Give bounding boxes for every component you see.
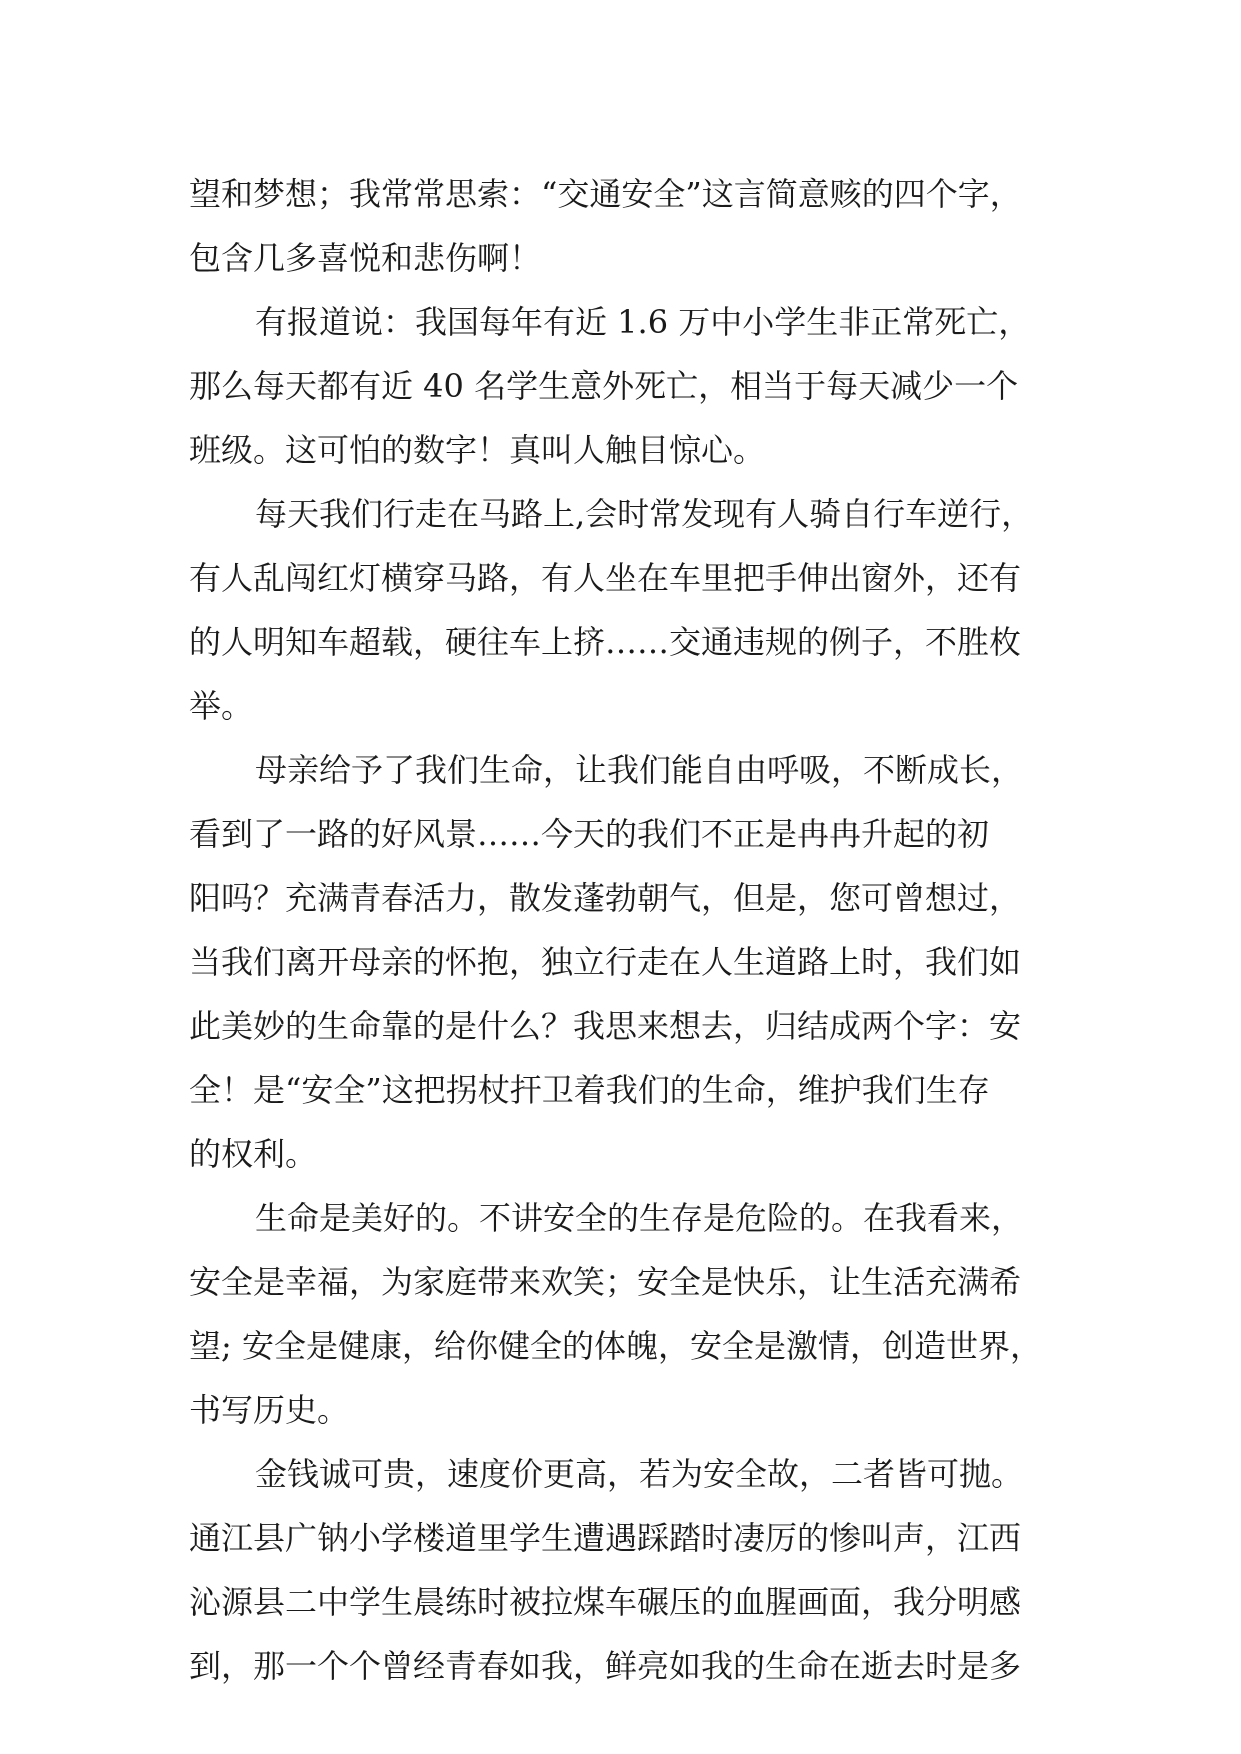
text-line: 有人乱闯红灯横穿马路，有人坐在车里把手伸出窗外，还有: [189, 559, 1022, 597]
text-line: 通江县广钠小学楼道里学生遭遇踩踏时凄厉的惨叫声，江西: [189, 1519, 1022, 1557]
text-line: 的人明知车超载，硬往车上挤……交通违规的例子，不胜枚: [189, 623, 1022, 661]
paragraph-first-line: 生命是美好的。不讲安全的生存是危险的。在我看来，: [255, 1199, 1024, 1237]
paragraph-first-line: 有报道说：我国每年有近 1.6 万中小学生非正常死亡，: [255, 303, 1031, 341]
text-line: 当我们离开母亲的怀抱，独立行走在人生道路上时，我们如: [189, 943, 1022, 981]
text-line: 班级。这可怕的数字！真叫人触目惊心。: [189, 431, 766, 469]
text-line: 举。: [189, 687, 254, 725]
text-line: 沁源县二中学生晨练时被拉煤车碾压的血腥画面，我分明感: [189, 1583, 1022, 1621]
paragraph-first-line: 母亲给予了我们生命，让我们能自由呼吸，不断成长，: [255, 751, 1024, 789]
body-text: [189, 162, 1069, 1698]
text-line: 的权利。: [189, 1135, 318, 1173]
text-line: 包含几多喜悦和悲伤啊！: [189, 239, 542, 277]
text-line: 书写历史。: [189, 1391, 350, 1429]
text-line: 那么每天都有近 40 名学生意外死亡，相当于每天减少一个: [189, 367, 1019, 405]
paragraph-first-line: 每天我们行走在马路上,会时常发现有人骑自行车逆行，: [255, 495, 1034, 533]
text-line: 望和梦想；我常常思索：“交通安全”这言简意赅的四个字，: [189, 175, 1022, 213]
text-line: 看到了一路的好风景……今天的我们不正是冉冉升起的初: [189, 815, 990, 853]
text-line: 全！是“安全”这把拐杖扞卫着我们的生命，维护我们生存: [189, 1071, 990, 1109]
text-line: 阳吗？充满青春活力，散发蓬勃朝气，但是，您可曾想过，: [189, 879, 1022, 917]
paragraph-first-line: 金钱诚可贵，速度价更高，若为安全故，二者皆可抛。: [255, 1455, 1024, 1493]
text-line: 望; 安全是健康，给你健全的体魄，安全是激情，创造世界，: [189, 1327, 1042, 1365]
text-line: 此美妙的生命靠的是什么？我思来想去，归结成两个字：安: [189, 1007, 1022, 1045]
text-line: 安全是幸福，为家庭带来欢笑；安全是快乐，让生活充满希: [189, 1263, 1022, 1301]
text-line: 到，那一个个曾经青春如我，鲜亮如我的生命在逝去时是多: [189, 1647, 1022, 1685]
